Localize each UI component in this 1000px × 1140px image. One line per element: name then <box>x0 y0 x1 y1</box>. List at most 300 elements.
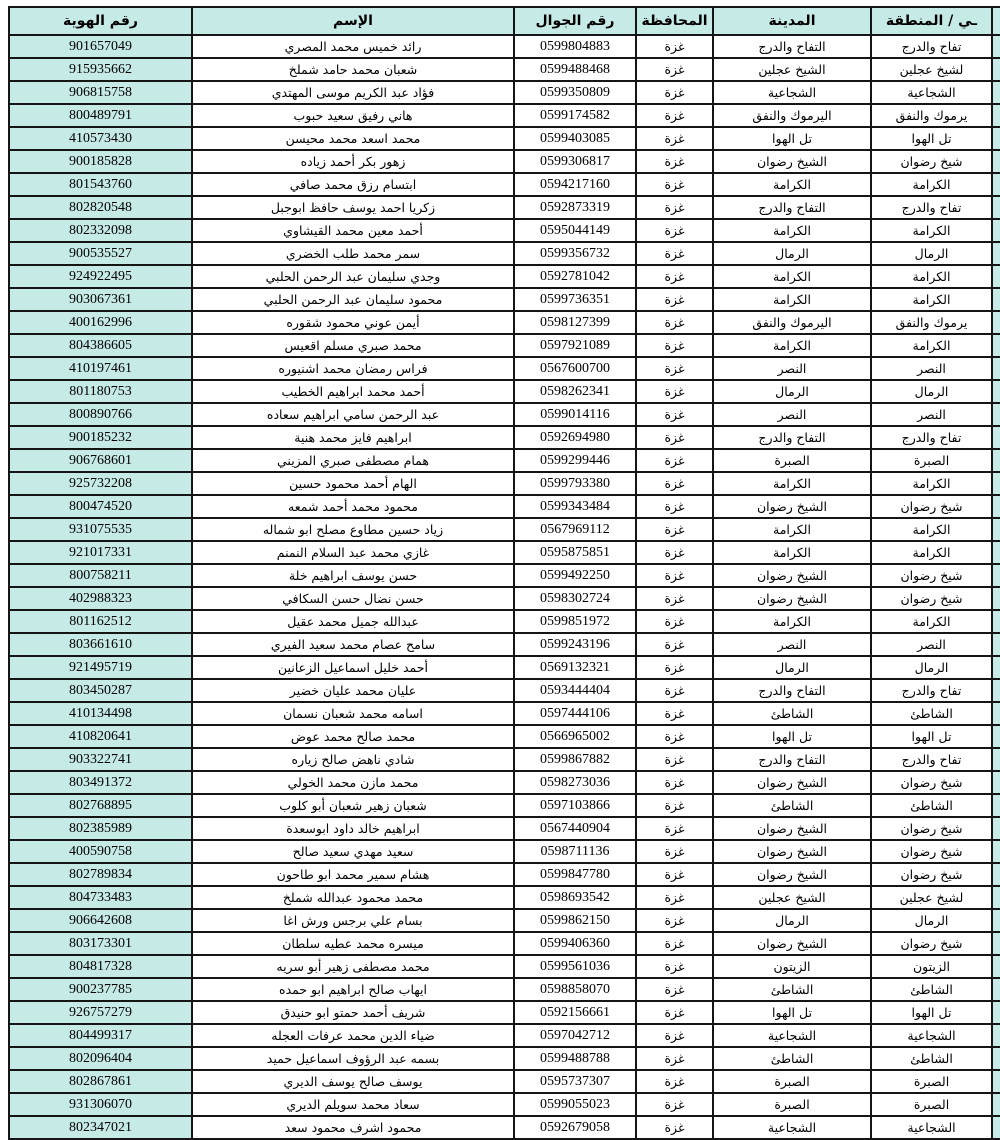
cell-phone: 0593444404 <box>514 679 636 702</box>
cell-governorate: غزة <box>636 380 713 403</box>
cell-id: 903322741 <box>9 748 192 771</box>
cell-id: 801543760 <box>9 173 192 196</box>
table-row <box>9 679 1000 702</box>
cell-phone: 0595044149 <box>514 219 636 242</box>
cell-governorate: غزة <box>636 104 713 127</box>
cell-serial-cropped <box>992 886 1000 909</box>
cell-serial-cropped <box>992 265 1000 288</box>
cell-name: بسمه عبد الرؤوف اسماعيل حميد <box>192 1047 514 1070</box>
cell-governorate: غزة <box>636 771 713 794</box>
cell-governorate: غزة <box>636 127 713 150</box>
cell-id: 803491372 <box>9 771 192 794</box>
cell-governorate: غزة <box>636 150 713 173</box>
cell-governorate: غزة <box>636 311 713 334</box>
cell-id: 802385989 <box>9 817 192 840</box>
cell-serial-cropped <box>992 426 1000 449</box>
cell-serial-cropped <box>992 334 1000 357</box>
cell-governorate: غزة <box>636 495 713 518</box>
cell-phone: 0599174582 <box>514 104 636 127</box>
cell-id: 901657049 <box>9 35 192 58</box>
cell-city: الرمال <box>713 242 871 265</box>
table-row <box>9 81 1000 104</box>
cell-governorate: غزة <box>636 403 713 426</box>
cell-serial-cropped <box>992 35 1000 58</box>
cell-phone: 0598693542 <box>514 886 636 909</box>
cell-area: لشيخ عجلين <box>871 886 992 909</box>
cell-serial-cropped <box>992 771 1000 794</box>
cell-city: الشيخ رضوان <box>713 564 871 587</box>
table-row <box>9 794 1000 817</box>
cell-area: الرمال <box>871 380 992 403</box>
cell-serial-cropped <box>992 932 1000 955</box>
cell-serial-cropped <box>992 173 1000 196</box>
table-row <box>9 127 1000 150</box>
table-row <box>9 587 1000 610</box>
cell-phone: 0599804883 <box>514 35 636 58</box>
cell-name: ابراهيم فايز محمد هنية <box>192 426 514 449</box>
cell-serial-cropped <box>992 863 1000 886</box>
cell-city: الشيخ رضوان <box>713 932 871 955</box>
cell-governorate: غزة <box>636 863 713 886</box>
cell-id: 402988323 <box>9 587 192 610</box>
table-row <box>9 656 1000 679</box>
cell-name: فؤاد عبد الكريم موسى المهتدي <box>192 81 514 104</box>
table-row <box>9 334 1000 357</box>
cell-governorate: غزة <box>636 564 713 587</box>
cell-governorate: غزة <box>636 219 713 242</box>
cell-name: زهور بكر أحمد زياده <box>192 150 514 173</box>
cell-serial-cropped <box>992 748 1000 771</box>
cell-serial-cropped <box>992 1093 1000 1116</box>
cell-name: شريف أحمد حمتو ابو حنيدق <box>192 1001 514 1024</box>
cell-id: 410134498 <box>9 702 192 725</box>
cell-area: الكرامة <box>871 288 992 311</box>
cell-city: الكرامة <box>713 288 871 311</box>
cell-area: الرمال <box>871 909 992 932</box>
cell-governorate: غزة <box>636 932 713 955</box>
cell-serial-cropped <box>992 288 1000 311</box>
table-row <box>9 265 1000 288</box>
cell-area: تفاح والدرج <box>871 35 992 58</box>
cell-name: شعبان محمد حامد شملخ <box>192 58 514 81</box>
cell-area: الكرامة <box>871 610 992 633</box>
cell-id: 804733483 <box>9 886 192 909</box>
cell-name: ابتسام رزق محمد صافي <box>192 173 514 196</box>
cell-phone: 0594217160 <box>514 173 636 196</box>
table-row <box>9 449 1000 472</box>
cell-phone: 0598302724 <box>514 587 636 610</box>
cell-phone: 0599306817 <box>514 150 636 173</box>
cell-phone: 0599350809 <box>514 81 636 104</box>
cell-city: الشاطئ <box>713 702 871 725</box>
cell-name: يوسف صالح يوسف الديري <box>192 1070 514 1093</box>
cell-id: 900237785 <box>9 978 192 1001</box>
cell-id: 803661610 <box>9 633 192 656</box>
cell-city: الشيخ عجلين <box>713 886 871 909</box>
cell-serial-cropped <box>992 633 1000 656</box>
cell-serial-cropped <box>992 725 1000 748</box>
cell-phone: 0598262341 <box>514 380 636 403</box>
cell-city: الشيخ رضوان <box>713 840 871 863</box>
cell-name: زكريا احمد يوسف حافظ ابوجبل <box>192 196 514 219</box>
table-row <box>9 403 1000 426</box>
cell-city: الرمال <box>713 909 871 932</box>
cell-city: الرمال <box>713 380 871 403</box>
cell-name: بسام علي برجس ورش اغا <box>192 909 514 932</box>
cell-name: وجدي سليمان عبد الرحمن الحلبي <box>192 265 514 288</box>
cell-id: 924922495 <box>9 265 192 288</box>
cell-serial-cropped <box>992 472 1000 495</box>
cell-city: تل الهوا <box>713 127 871 150</box>
table-row <box>9 633 1000 656</box>
cell-phone: 0592679058 <box>514 1116 636 1139</box>
table-row <box>9 242 1000 265</box>
cell-id: 410197461 <box>9 357 192 380</box>
cell-phone: 0598711136 <box>514 840 636 863</box>
cell-id: 803450287 <box>9 679 192 702</box>
cell-governorate: غزة <box>636 656 713 679</box>
cell-city: الشيخ رضوان <box>713 150 871 173</box>
cell-city: الشيخ رضوان <box>713 495 871 518</box>
cell-area: تل الهوا <box>871 127 992 150</box>
cell-governorate: غزة <box>636 1116 713 1139</box>
cell-serial-cropped <box>992 840 1000 863</box>
cell-governorate: غزة <box>636 1093 713 1116</box>
cell-id: 400162996 <box>9 311 192 334</box>
cell-area: شيخ رضوان <box>871 932 992 955</box>
cell-name: همام مصطفى صبري المزيني <box>192 449 514 472</box>
cell-id: 931306070 <box>9 1093 192 1116</box>
cell-area: الزيتون <box>871 955 992 978</box>
cell-phone: 0599851972 <box>514 610 636 633</box>
cell-name: سعيد مهدي سعيد صالح <box>192 840 514 863</box>
cell-phone: 0599867882 <box>514 748 636 771</box>
cell-governorate: غزة <box>636 196 713 219</box>
cell-serial-cropped <box>992 311 1000 334</box>
cell-phone: 0599862150 <box>514 909 636 932</box>
cell-serial-cropped <box>992 196 1000 219</box>
cell-governorate: غزة <box>636 265 713 288</box>
cell-id: 802096404 <box>9 1047 192 1070</box>
cell-governorate: غزة <box>636 173 713 196</box>
cell-governorate: غزة <box>636 610 713 633</box>
cell-serial-cropped <box>992 380 1000 403</box>
cell-city: التفاح والدرج <box>713 426 871 449</box>
cell-id: 802789834 <box>9 863 192 886</box>
header-name: الإسم <box>192 7 514 35</box>
cell-phone: 0592694980 <box>514 426 636 449</box>
cell-city: الكرامة <box>713 518 871 541</box>
cell-name: شادي ناهض صالح زياره <box>192 748 514 771</box>
cell-city: الكرامة <box>713 173 871 196</box>
cell-phone: 0599299446 <box>514 449 636 472</box>
header-governorate: المحافظة <box>636 7 713 35</box>
cell-city: الشجاعية <box>713 1116 871 1139</box>
cell-id: 801180753 <box>9 380 192 403</box>
table-row <box>9 495 1000 518</box>
cell-city: الكرامة <box>713 219 871 242</box>
cell-name: محمد مازن محمد الخولي <box>192 771 514 794</box>
cell-serial-cropped <box>992 357 1000 380</box>
cell-governorate: غزة <box>636 978 713 1001</box>
cell-area: الرمال <box>871 242 992 265</box>
table-row <box>9 955 1000 978</box>
cell-phone: 0598273036 <box>514 771 636 794</box>
cell-id: 915935662 <box>9 58 192 81</box>
cell-id: 921017331 <box>9 541 192 564</box>
cell-area: شيخ رضوان <box>871 587 992 610</box>
cell-name: ايهاب صالح ابراهيم ابو حمده <box>192 978 514 1001</box>
cell-area: الشاطئ <box>871 702 992 725</box>
cell-id: 802332098 <box>9 219 192 242</box>
cell-phone: 0599847780 <box>514 863 636 886</box>
cell-name: اسامه محمد شعبان نسمان <box>192 702 514 725</box>
cell-area: الكرامة <box>871 219 992 242</box>
cell-id: 900185232 <box>9 426 192 449</box>
cell-area: الشجاعية <box>871 1024 992 1047</box>
cell-phone: 0599403085 <box>514 127 636 150</box>
cell-serial-cropped <box>992 219 1000 242</box>
cell-phone: 0597103866 <box>514 794 636 817</box>
cell-governorate: غزة <box>636 472 713 495</box>
cell-city: اليرموك والنفق <box>713 104 871 127</box>
cell-governorate: غزة <box>636 725 713 748</box>
table-row <box>9 219 1000 242</box>
cell-phone: 0599406360 <box>514 932 636 955</box>
cell-serial-cropped <box>992 403 1000 426</box>
cell-city: الشاطئ <box>713 978 871 1001</box>
cell-name: أحمد محمد ابراهيم الخطيب <box>192 380 514 403</box>
cell-governorate: غزة <box>636 955 713 978</box>
cell-name: ابراهيم خالد داود ابوسعدة <box>192 817 514 840</box>
cell-phone: 0599014116 <box>514 403 636 426</box>
cell-id: 906642608 <box>9 909 192 932</box>
table-row <box>9 173 1000 196</box>
cell-area: شيخ رضوان <box>871 840 992 863</box>
cell-id: 906768601 <box>9 449 192 472</box>
header-id: رقم الهوية <box>9 7 192 35</box>
cell-area: الشجاعية <box>871 1116 992 1139</box>
table-row <box>9 472 1000 495</box>
cell-governorate: غزة <box>636 334 713 357</box>
cell-phone: 0592156661 <box>514 1001 636 1024</box>
cell-name: محمد مصطفى زهير أبو سريه <box>192 955 514 978</box>
cell-serial-cropped <box>992 702 1000 725</box>
cell-area: لشيخ عجلين <box>871 58 992 81</box>
cell-area: الكرامة <box>871 265 992 288</box>
header-row <box>9 7 1000 35</box>
cell-name: محمد محمود عبدالله شملخ <box>192 886 514 909</box>
cell-phone: 0597921089 <box>514 334 636 357</box>
cell-id: 906815758 <box>9 81 192 104</box>
cell-name: محمود سليمان عبد الرحمن الحلبي <box>192 288 514 311</box>
cell-name: محمد اسعد محمد محيسن <box>192 127 514 150</box>
cell-name: محمود محمد أحمد شمعه <box>192 495 514 518</box>
table-row <box>9 840 1000 863</box>
table-row <box>9 725 1000 748</box>
cell-governorate: غزة <box>636 794 713 817</box>
cell-area: شيخ رضوان <box>871 817 992 840</box>
cell-serial-cropped <box>992 242 1000 265</box>
cell-phone: 0598858070 <box>514 978 636 1001</box>
cell-name: محمود اشرف محمود سعد <box>192 1116 514 1139</box>
cell-city: الكرامة <box>713 472 871 495</box>
cell-city: الكرامة <box>713 541 871 564</box>
cell-phone: 0599055023 <box>514 1093 636 1116</box>
table-row <box>9 817 1000 840</box>
cell-city: التفاح والدرج <box>713 196 871 219</box>
cell-serial-cropped <box>992 794 1000 817</box>
cell-governorate: غزة <box>636 426 713 449</box>
table-header <box>9 7 1000 35</box>
cell-phone: 0595875851 <box>514 541 636 564</box>
cell-id: 800489791 <box>9 104 192 127</box>
cell-name: حسن نضال حسن السكافي <box>192 587 514 610</box>
cell-phone: 0567440904 <box>514 817 636 840</box>
cell-area: شيخ رضوان <box>871 564 992 587</box>
table-row <box>9 58 1000 81</box>
cell-serial-cropped <box>992 1047 1000 1070</box>
cell-id: 925732208 <box>9 472 192 495</box>
cell-name: سامح عصام محمد سعيد الفيري <box>192 633 514 656</box>
cell-phone: 0592873319 <box>514 196 636 219</box>
header-phone: رقم الجوال <box>514 7 636 35</box>
cell-city: الكرامة <box>713 610 871 633</box>
cell-area: الشجاعية <box>871 81 992 104</box>
cell-id: 921495719 <box>9 656 192 679</box>
table-row <box>9 771 1000 794</box>
cell-city: اليرموك والنفق <box>713 311 871 334</box>
table-row <box>9 541 1000 564</box>
cell-area: تل الهوا <box>871 1001 992 1024</box>
cell-phone: 0599793380 <box>514 472 636 495</box>
cell-governorate: غزة <box>636 1070 713 1093</box>
cell-governorate: غزة <box>636 449 713 472</box>
table-row <box>9 909 1000 932</box>
cell-area: الرمال <box>871 656 992 679</box>
cell-phone: 0599488788 <box>514 1047 636 1070</box>
cell-governorate: غزة <box>636 81 713 104</box>
cell-phone: 0599492250 <box>514 564 636 587</box>
cell-serial-cropped <box>992 909 1000 932</box>
cell-phone: 0599356732 <box>514 242 636 265</box>
cell-name: شعبان زهير شعبان أبو كلوب <box>192 794 514 817</box>
cell-area: النصر <box>871 633 992 656</box>
cell-city: الشيخ رضوان <box>713 587 871 610</box>
cell-id: 900185828 <box>9 150 192 173</box>
cell-governorate: غزة <box>636 242 713 265</box>
cell-city: الشيخ عجلين <box>713 58 871 81</box>
cell-id: 410573430 <box>9 127 192 150</box>
table-row <box>9 1024 1000 1047</box>
table-row <box>9 863 1000 886</box>
cell-governorate: غزة <box>636 1047 713 1070</box>
cell-city: التفاح والدرج <box>713 35 871 58</box>
cell-area: الكرامة <box>871 472 992 495</box>
cell-serial-cropped <box>992 81 1000 104</box>
cell-city: التفاح والدرج <box>713 748 871 771</box>
cell-name: غازي محمد عبد السلام النمنم <box>192 541 514 564</box>
cell-serial-cropped <box>992 518 1000 541</box>
cell-area: تفاح والدرج <box>871 679 992 702</box>
cell-name: هشام سمير محمد ابو طاحون <box>192 863 514 886</box>
cell-city: الصبرة <box>713 449 871 472</box>
cell-city: الشيخ رضوان <box>713 863 871 886</box>
cell-id: 800758211 <box>9 564 192 587</box>
cell-governorate: غزة <box>636 748 713 771</box>
cell-governorate: غزة <box>636 357 713 380</box>
cell-serial-cropped <box>992 58 1000 81</box>
cell-serial-cropped <box>992 495 1000 518</box>
cell-serial-cropped <box>992 610 1000 633</box>
cell-name: أحمد معين محمد القيشاوي <box>192 219 514 242</box>
cell-serial-cropped <box>992 127 1000 150</box>
cell-name: حسن يوسف ابراهيم خلة <box>192 564 514 587</box>
cell-city: الشاطئ <box>713 1047 871 1070</box>
table-row <box>9 1001 1000 1024</box>
table-row <box>9 610 1000 633</box>
cell-name: الهام أحمد محمود حسين <box>192 472 514 495</box>
cell-city: الشجاعية <box>713 81 871 104</box>
table-row <box>9 104 1000 127</box>
cell-area: الشاطئ <box>871 794 992 817</box>
cell-city: الصبرة <box>713 1070 871 1093</box>
cell-name: سمر محمد طلب الخضري <box>192 242 514 265</box>
table-row <box>9 1047 1000 1070</box>
cell-area: الصبرة <box>871 1070 992 1093</box>
cell-serial-cropped <box>992 1001 1000 1024</box>
cell-phone: 0599736351 <box>514 288 636 311</box>
cell-id: 903067361 <box>9 288 192 311</box>
cell-governorate: غزة <box>636 817 713 840</box>
cell-id: 802820548 <box>9 196 192 219</box>
header-city: المدينة <box>713 7 871 35</box>
cell-city: النصر <box>713 403 871 426</box>
cell-phone: 0599243196 <box>514 633 636 656</box>
cell-serial-cropped <box>992 1024 1000 1047</box>
cell-area: الصبرة <box>871 1093 992 1116</box>
cell-id: 804386605 <box>9 334 192 357</box>
cell-area: الكرامة <box>871 334 992 357</box>
table-row <box>9 1093 1000 1116</box>
cell-phone: 0597444106 <box>514 702 636 725</box>
cell-area: الكرامة <box>871 173 992 196</box>
cell-city: التفاح والدرج <box>713 679 871 702</box>
cell-city: الشجاعية <box>713 1024 871 1047</box>
table-row <box>9 518 1000 541</box>
cell-name: محمد صالح محمد عوض <box>192 725 514 748</box>
table-row <box>9 748 1000 771</box>
cell-id: 804499317 <box>9 1024 192 1047</box>
cell-area: يرموك والنفق <box>871 104 992 127</box>
contacts-table <box>8 6 1000 1140</box>
cell-phone: 0595737307 <box>514 1070 636 1093</box>
cell-serial-cropped <box>992 104 1000 127</box>
cell-name: أيمن عوني محمود شقوره <box>192 311 514 334</box>
cell-governorate: غزة <box>636 1001 713 1024</box>
cell-city: الصبرة <box>713 1093 871 1116</box>
cell-governorate: غزة <box>636 886 713 909</box>
cell-phone: 0599488468 <box>514 58 636 81</box>
cell-city: النصر <box>713 357 871 380</box>
cell-id: 801162512 <box>9 610 192 633</box>
cell-governorate: غزة <box>636 840 713 863</box>
cell-area: شيخ رضوان <box>871 863 992 886</box>
table-row <box>9 564 1000 587</box>
cell-area: تل الهوا <box>871 725 992 748</box>
cell-serial-cropped <box>992 541 1000 564</box>
table-row <box>9 288 1000 311</box>
